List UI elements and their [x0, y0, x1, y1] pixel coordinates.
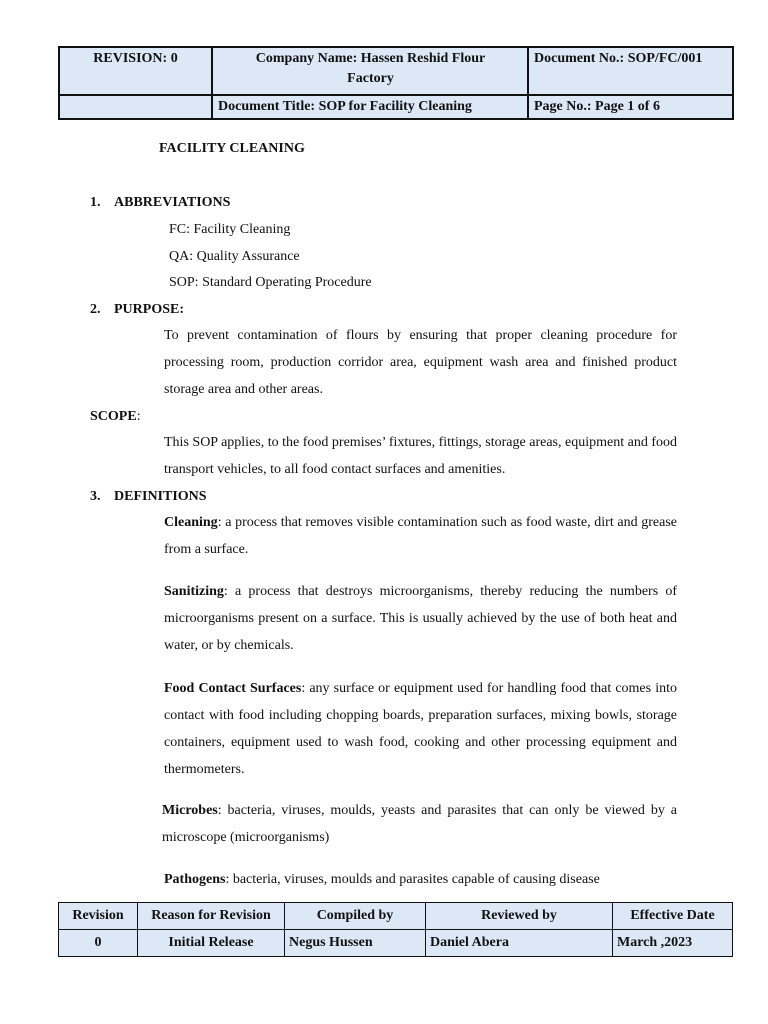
purpose-paragraph: To prevent contamination of flours by ensuring that proper cleaning procedure for processing room, production corridor area, equipment wash area and finished product storage area and other areas. [164, 328, 677, 397]
compiled-by-value: Negus Hussen [285, 930, 426, 957]
section-heading-text: DEFINITIONS [114, 489, 207, 504]
abbreviation-item: FC: Facility Cleaning [169, 222, 291, 237]
reviewed-by-value: Daniel Abera [426, 930, 613, 957]
company-name-cell [212, 47, 528, 95]
revision-cell: REVISION: 0 [59, 47, 212, 95]
definition-text: : bacteria, viruses, moulds and parasites capable of causing disease [225, 872, 600, 887]
definition-term: Food Contact Surfaces [164, 681, 302, 696]
definition-pathogens [164, 866, 677, 893]
revision-history-table [58, 902, 733, 957]
section-heading-text: PURPOSE: [114, 302, 184, 317]
section-heading-definitions [90, 489, 207, 505]
empty-cell [59, 95, 212, 119]
definition-text: : a process that removes visible contamination such as food waste, dirt and grease from a surface. [164, 515, 677, 557]
header-row-2 [59, 95, 733, 119]
section-heading-purpose [90, 302, 184, 318]
definition-term: Cleaning [164, 515, 218, 530]
company-name-line2: Factory [347, 71, 394, 86]
document-title: FACILITY CLEANING [159, 141, 305, 156]
definition-text: : a process that destroys microorganisms, thereby reducing the numbers of microorganisms present on a surface. This is usually achieved by the use of both heat and water, or by chemicals. [164, 584, 677, 653]
section-heading-text: ABBREVIATIONS [114, 195, 231, 210]
column-header-reason: Reason for Revision [138, 903, 285, 930]
scope-heading-text: SCOPE [90, 409, 137, 424]
definition-sanitizing [164, 578, 677, 659]
document-title-cell: Document Title: SOP for Facility Cleaning [212, 95, 528, 119]
reason-value: Initial Release [138, 930, 285, 957]
definition-food-contact-surfaces [164, 675, 677, 783]
company-name-line1: Company Name: Hassen Reshid Flour [255, 51, 486, 66]
scope-colon: : [136, 409, 141, 424]
definition-text: : bacteria, viruses, moulds, yeasts and parasites that can only be viewed by a microscope (microorganisms) [162, 803, 677, 845]
effective-date-value: March ,2023 [613, 930, 733, 957]
abbreviation-item: SOP: Standard Operating Procedure [169, 275, 372, 290]
definition-text: : any surface or equipment used for handling food that comes into contact with food including chopping boards, preparation surfaces, mixing bowls, storage containers, equipment used to wash food, cooking and other processing equipment and thermometers. [164, 681, 677, 777]
column-header-effective-date: Effective Date [613, 903, 733, 930]
definition-cleaning [164, 509, 677, 563]
section-heading-scope [90, 409, 141, 425]
scope-paragraph: This SOP applies, to the food premises’ fixtures, fittings, storage areas, equipment and food transport vehicles, to all food contact surfaces and amenities. [164, 435, 677, 477]
definition-microbes [162, 797, 677, 851]
section-number: 1. [90, 195, 101, 210]
table-row [59, 930, 733, 957]
abbreviation-item: QA: Quality Assurance [169, 249, 300, 264]
section-number: 2. [90, 302, 101, 317]
revision-value: 0 [59, 930, 138, 957]
definition-term: Microbes [162, 803, 218, 818]
definition-term: Pathogens [164, 872, 226, 887]
section-number: 3. [90, 489, 101, 504]
column-header-compiled-by: Compiled by [285, 903, 426, 930]
document-header-table [58, 46, 734, 120]
column-header-reviewed-by: Reviewed by [426, 903, 613, 930]
document-number-cell: Document No.: SOP/FC/001 [528, 47, 733, 95]
page-number-cell: Page No.: Page 1 of 6 [528, 95, 733, 119]
section-heading-abbreviations [90, 195, 230, 211]
definition-term: Sanitizing [164, 584, 224, 599]
revision-table-header-row [59, 903, 733, 930]
header-row-1 [59, 47, 733, 95]
column-header-revision: Revision [59, 903, 138, 930]
